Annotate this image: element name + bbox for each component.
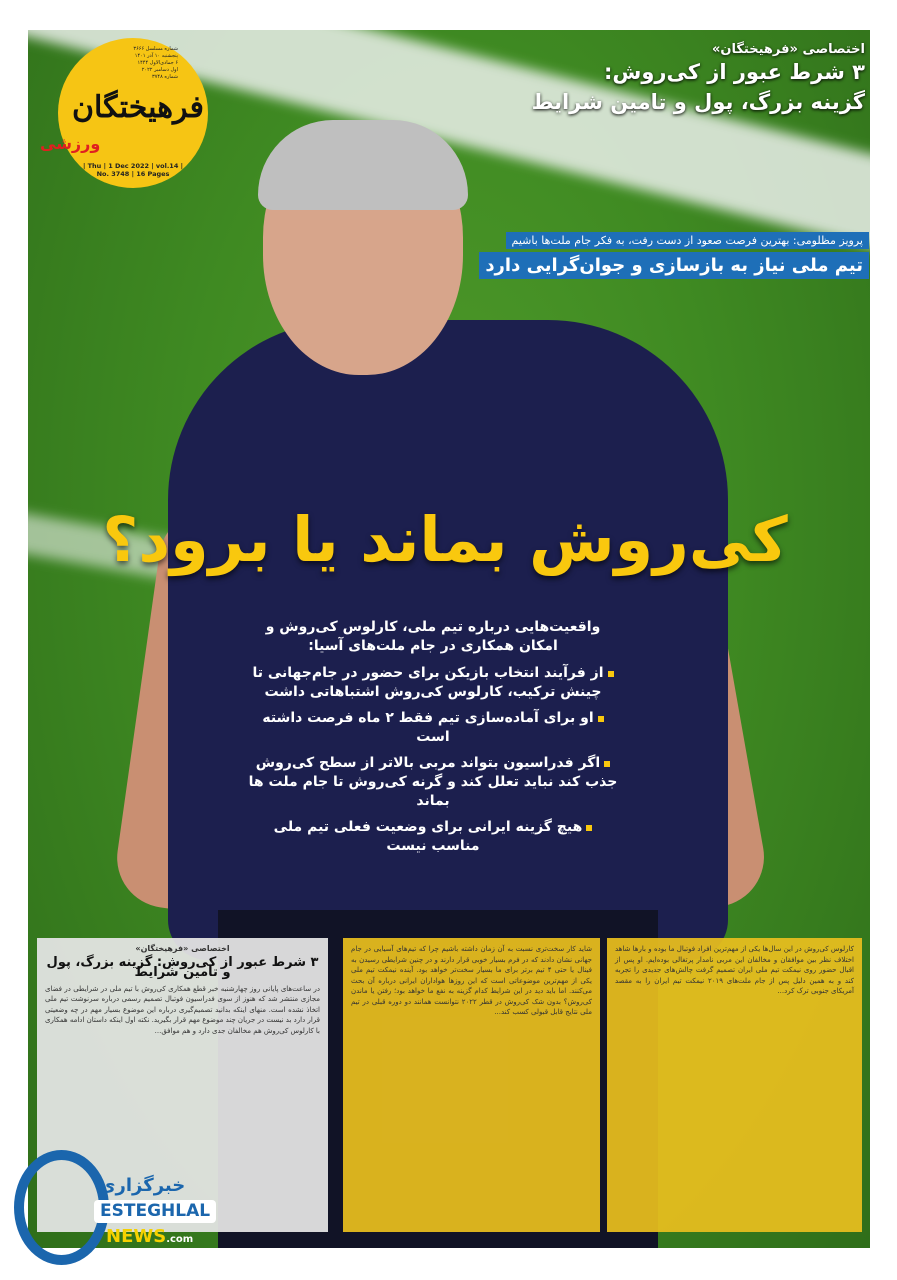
bullet-square-icon xyxy=(604,761,610,767)
blue-story-kicker: پرویز مظلومی: بهترین فرصت صعود از دست رفت، به فکر جام ملت‌ها باشیم xyxy=(506,232,869,249)
date-en: | Thu | 1 Dec 2022 | vol.14 | xyxy=(82,162,183,170)
watermark-news-text: NEWS xyxy=(106,1226,167,1247)
article-middle xyxy=(343,938,600,1232)
meta-line: ۶ جمادی‌الاول ۱۴۴۴ xyxy=(137,60,178,66)
watermark-news xyxy=(106,1226,193,1251)
bullet-lead: واقعیت‌هایی درباره تیم ملی، کارلوس کی‌روش و امکان همکاری در جام ملت‌های آسیا: xyxy=(265,619,601,654)
article-body: کارلوس کی‌روش در این سال‌ها یکی از مهم‌ترین افراد فوتبال ما بوده و بارها شاهد اختلاف نظر بین موافقان و مخالفان این مربی نامدار پرتغالی بوده‌ایم. او پس از اقبال حضور روی نیمکت تیم ملی ایران تصمیم گرفت چالش‌های جدیدی را تجربه کند و به همین دلیل پس از جام ملت‌های ۲۰۱۹ نیمکت تیم ایران را به مقصد آمریکای جنوبی ترک کرد... xyxy=(615,945,854,995)
masthead-name: فرهیختگان xyxy=(72,90,204,125)
article-body: در ساعت‌های پایانی روز چهارشنبه خبر قطع همکاری کی‌روش با تیم ملی در شرایطی در فضای مجازی منتشر شد که هنوز از سوی فدراسیون فوتبال تصمیم رسمی درباره سرنوشت تیم ملی اتخاذ نشده است. منهای اینکه بدانید تصمیم‌گیری درباره این موضوع بسیار مهم در چه وضعیتی قرار دارد بد نیست در جریان چند موضوع مهم قرار بگیرید. نکته اول اینکه داستان ادامه همکاری با کارلوس کی‌روش هم مخالفان جدی دارد و هم موافق... xyxy=(45,984,320,1035)
watermark-en: ESTEGHLAL xyxy=(94,1200,216,1223)
bullet-item xyxy=(248,754,618,811)
article-right xyxy=(607,938,862,1232)
bullet-item xyxy=(248,709,618,747)
watermark-fa: خبرگزاری xyxy=(99,1175,186,1196)
issue-en: No. 3748 | 16 Pages xyxy=(96,170,170,178)
bullet-item xyxy=(248,818,618,856)
bullet-text: او برای آماده‌سازی تیم فقط ۲ ماه فرصت داشته است xyxy=(262,710,594,745)
meta-line: اول دسامبر ۲۰۲۲ xyxy=(141,67,178,73)
hair xyxy=(258,120,468,210)
blue-story-headline: تیم ملی نیاز به بازسازی و جوان‌گرایی دارد xyxy=(479,252,869,279)
article-body: شاید کار سخت‌تری نسبت به آن زمان داشته باشیم چرا که تیم‌های آسیایی در جام جهانی نشان دادند که در فرم بسیار خوبی قرار دارند و در چنین شرایطی رسیدن به فینال یا حتی ۴ تیم برتر برای ما بسیار سخت‌تر خواهد بود. آینده نیمکت تیم ملی یکی از مهم‌ترین موضوعاتی است که این روزها هواداران ایرانی درباره آن بحث می‌کنند. اما باید دید در این شرایط کدام گزینه به نفع ما خواهد بود؛ رفتن یا ماندن کی‌روش؟ بدون شک کی‌روش در قطر ۲۰۲۲ نتوانست همانند دو دوره قبلی در تیم ملی نتایج قابل قبولی کسب کند... xyxy=(351,945,592,1016)
bullet-square-icon xyxy=(586,825,592,831)
masthead-logo xyxy=(40,38,208,188)
bullet-square-icon xyxy=(608,671,614,677)
meta-line: شماره ۳۷۴۸ xyxy=(152,74,178,80)
top-story-kicker: اختصاصی «فرهیختگان» xyxy=(712,42,865,57)
masthead-date xyxy=(58,162,208,178)
article-kicker: اختصاصی «فرهیختگان» xyxy=(135,944,230,953)
masthead-meta xyxy=(133,46,178,81)
meta-line: شماره مسلسل ۳۶۶۶ xyxy=(133,46,178,52)
watermark-logo xyxy=(14,1150,254,1260)
top-story[interactable] xyxy=(532,42,865,117)
bullet-item xyxy=(248,664,618,702)
bullet-text: هیچ گزینه ایرانی برای وضعیت فعلی تیم ملی مناسب نیست xyxy=(273,819,583,854)
top-story-headline: ۳ شرط عبور از کی‌روش: xyxy=(603,60,865,84)
masthead-edition: ورزشی xyxy=(40,134,101,153)
main-headline: کی‌روش بماند یا برود؟ xyxy=(102,503,788,576)
article-title: ۳ شرط عبور از کی‌روش: گزینه بزرگ، پول و تامین شرایط xyxy=(46,954,319,980)
bullet-text: اگر فدراسیون بتواند مربی بالاتر از سطح کی‌روش جذب کند نباید تعلل کند و گرنه کی‌روش تا جام ملت ها بماند xyxy=(248,755,618,809)
watermark-domain: .com xyxy=(166,1234,194,1245)
bullet-square-icon xyxy=(598,716,604,722)
top-story-headline: گزینه بزرگ، پول و تامین شرایط xyxy=(531,90,865,114)
meta-line: پنجشنبه ۱۰ آذر ۱۴۰۱ xyxy=(134,53,178,59)
bullet-summary xyxy=(248,618,618,863)
bullet-text: از فرآیند انتخاب بازیکن برای حضور در جام‌جهانی تا چینش ترکیب، کارلوس کی‌روش اشتباهاتی داشت xyxy=(252,665,604,700)
blue-story[interactable] xyxy=(479,229,869,279)
